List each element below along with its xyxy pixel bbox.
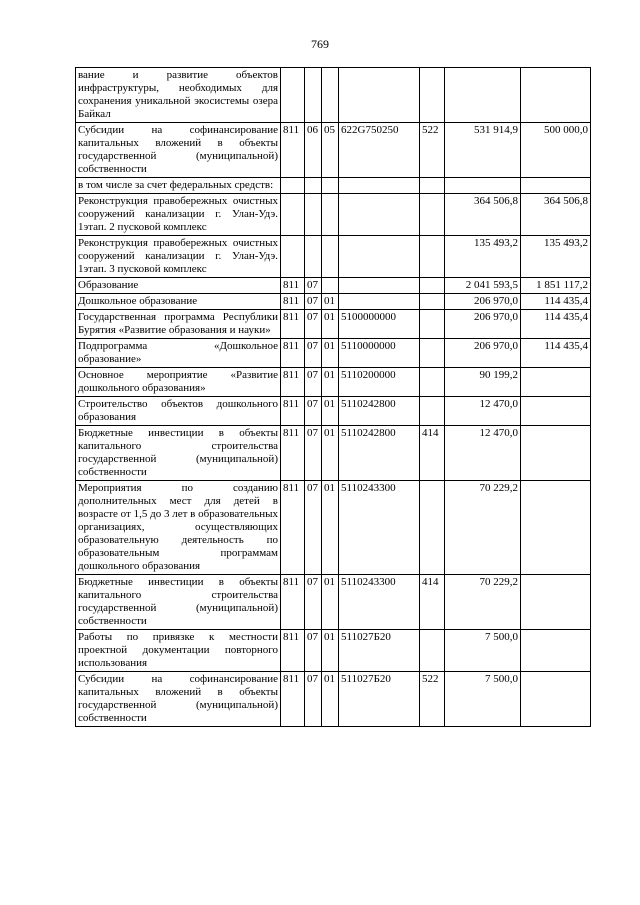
amount-2-cell: 364 506,8 (521, 194, 591, 236)
subsection-code-cell: 01 (322, 630, 339, 672)
amount-2-cell (521, 481, 591, 575)
table-row (76, 368, 591, 397)
amount-1-cell: 206 970,0 (445, 294, 521, 310)
table-row (76, 575, 591, 630)
table-row (76, 310, 591, 339)
target-article-cell (339, 178, 420, 194)
target-article-cell: 5110243300 (339, 481, 420, 575)
grbs-code-cell: 811 (281, 339, 305, 368)
page-number: 769 (311, 37, 329, 51)
row-name-cell: Основное мероприятие «Развитие дошкольного образования» (76, 368, 281, 397)
row-name-cell: Работы по привязке к местности проектной документации повторного использования (76, 630, 281, 672)
amount-2-cell (521, 672, 591, 727)
section-code-cell: 07 (305, 575, 322, 630)
expense-type-cell: 522 (420, 123, 445, 178)
amount-1-cell: 12 470,0 (445, 397, 521, 426)
grbs-code-cell (281, 68, 305, 123)
table-row (76, 481, 591, 575)
grbs-code-cell: 811 (281, 397, 305, 426)
table-body (76, 68, 591, 727)
amount-2-cell (521, 68, 591, 123)
amount-2-cell: 114 435,4 (521, 310, 591, 339)
amount-2-cell: 114 435,4 (521, 339, 591, 368)
subsection-code-cell (322, 278, 339, 294)
subsection-code-cell (322, 194, 339, 236)
table-row (76, 294, 591, 310)
table-row (76, 194, 591, 236)
amount-1-cell: 70 229,2 (445, 575, 521, 630)
expense-type-cell (420, 481, 445, 575)
amount-1-cell: 206 970,0 (445, 310, 521, 339)
subsection-code-cell: 01 (322, 339, 339, 368)
target-article-cell (339, 68, 420, 123)
subsection-code-cell: 05 (322, 123, 339, 178)
row-name-cell: Мероприятия по созданию дополнительных мест для детей в возрасте от 1,5 до 3 лет в образовательных организациях, осуществляющих образовательную деятельность по образовательным программам дошкольного образования (76, 481, 281, 575)
expense-type-cell (420, 278, 445, 294)
target-article-cell: 5100000000 (339, 310, 420, 339)
subsection-code-cell (322, 68, 339, 123)
row-name-cell: Строительство объектов дошкольного образования (76, 397, 281, 426)
row-name-cell: Подпрограмма «Дошкольное образование» (76, 339, 281, 368)
section-code-cell: 07 (305, 672, 322, 727)
target-article-cell: 5110243300 (339, 575, 420, 630)
amount-2-cell (521, 426, 591, 481)
amount-2-cell: 500 000,0 (521, 123, 591, 178)
section-code-cell (305, 68, 322, 123)
table-row (76, 672, 591, 727)
grbs-code-cell (281, 194, 305, 236)
expense-type-cell (420, 397, 445, 426)
target-article-cell: 5110200000 (339, 368, 420, 397)
section-code-cell: 07 (305, 278, 322, 294)
table-row (76, 426, 591, 481)
subsection-code-cell: 01 (322, 294, 339, 310)
target-article-cell (339, 294, 420, 310)
table-row (76, 278, 591, 294)
target-article-cell (339, 278, 420, 294)
row-name-cell: Образование (76, 278, 281, 294)
expense-type-cell (420, 310, 445, 339)
target-article-cell: 511027Б20 (339, 672, 420, 727)
expense-type-cell (420, 630, 445, 672)
grbs-code-cell (281, 178, 305, 194)
table-row (76, 339, 591, 368)
amount-1-cell (445, 68, 521, 123)
target-article-cell (339, 194, 420, 236)
amount-1-cell: 2 041 593,5 (445, 278, 521, 294)
table-row (76, 236, 591, 278)
amount-1-cell: 7 500,0 (445, 630, 521, 672)
amount-1-cell: 364 506,8 (445, 194, 521, 236)
section-code-cell: 07 (305, 426, 322, 481)
row-name-cell: Государственная программа Республики Бурятия «Развитие образования и науки» (76, 310, 281, 339)
section-code-cell: 07 (305, 294, 322, 310)
target-article-cell: 5110242800 (339, 426, 420, 481)
row-name-cell: Реконструкция правобережных очистных сооружений канализации г. Улан-Удэ. 1этап. 2 пусковой комплекс (76, 194, 281, 236)
expense-type-cell (420, 294, 445, 310)
amount-1-cell (445, 178, 521, 194)
amount-1-cell: 70 229,2 (445, 481, 521, 575)
subsection-code-cell: 01 (322, 310, 339, 339)
row-name-cell: вание и развитие объектов инфраструктуры, необходимых для сохранения уникальной экосистемы озера Байкал (76, 68, 281, 123)
amount-1-cell: 12 470,0 (445, 426, 521, 481)
grbs-code-cell: 811 (281, 123, 305, 178)
grbs-code-cell: 811 (281, 575, 305, 630)
table-row (76, 68, 591, 123)
amount-2-cell (521, 397, 591, 426)
grbs-code-cell: 811 (281, 278, 305, 294)
expense-type-cell: 414 (420, 426, 445, 481)
section-code-cell: 07 (305, 339, 322, 368)
target-article-cell: 622G750250 (339, 123, 420, 178)
section-code-cell: 07 (305, 368, 322, 397)
row-name-cell: Дошкольное образование (76, 294, 281, 310)
table-row (76, 397, 591, 426)
amount-1-cell: 7 500,0 (445, 672, 521, 727)
subsection-code-cell: 01 (322, 397, 339, 426)
amount-1-cell: 90 199,2 (445, 368, 521, 397)
expense-type-cell (420, 68, 445, 123)
expense-type-cell (420, 368, 445, 397)
section-code-cell (305, 194, 322, 236)
subsection-code-cell: 01 (322, 672, 339, 727)
section-code-cell: 07 (305, 310, 322, 339)
subsection-code-cell: 01 (322, 481, 339, 575)
expense-type-cell: 414 (420, 575, 445, 630)
subsection-code-cell (322, 236, 339, 278)
subsection-code-cell: 01 (322, 575, 339, 630)
row-name-cell: Субсидии на софинансирование капитальных вложений в объекты государственной (муниципальной) собственности (76, 672, 281, 727)
subsection-code-cell (322, 178, 339, 194)
expense-type-cell (420, 178, 445, 194)
row-name-cell: Бюджетные инвестиции в объекты капитального строительства государственной (муниципальной) собственности (76, 575, 281, 630)
grbs-code-cell: 811 (281, 368, 305, 397)
amount-2-cell (521, 630, 591, 672)
section-code-cell: 07 (305, 397, 322, 426)
amount-1-cell: 531 914,9 (445, 123, 521, 178)
expense-type-cell (420, 194, 445, 236)
section-code-cell (305, 178, 322, 194)
table-row (76, 123, 591, 178)
row-name-cell: Субсидии на софинансирование капитальных вложений в объекты государственной (муниципальной) собственности (76, 123, 281, 178)
row-name-cell: в том числе за счет федеральных средств: (76, 178, 281, 194)
amount-1-cell: 206 970,0 (445, 339, 521, 368)
amount-2-cell (521, 178, 591, 194)
table-row (76, 630, 591, 672)
amount-2-cell: 1 851 117,2 (521, 278, 591, 294)
grbs-code-cell (281, 236, 305, 278)
expense-type-cell (420, 339, 445, 368)
grbs-code-cell: 811 (281, 426, 305, 481)
expense-type-cell (420, 236, 445, 278)
target-article-cell: 5110242800 (339, 397, 420, 426)
target-article-cell: 511027Б20 (339, 630, 420, 672)
amount-2-cell: 114 435,4 (521, 294, 591, 310)
section-code-cell: 07 (305, 630, 322, 672)
row-name-cell: Бюджетные инвестиции в объекты капитального строительства государственной (муниципальной) собственности (76, 426, 281, 481)
target-article-cell: 5110000000 (339, 339, 420, 368)
budget-table (75, 67, 591, 727)
amount-2-cell: 135 493,2 (521, 236, 591, 278)
grbs-code-cell: 811 (281, 294, 305, 310)
grbs-code-cell: 811 (281, 310, 305, 339)
subsection-code-cell: 01 (322, 368, 339, 397)
grbs-code-cell: 811 (281, 630, 305, 672)
grbs-code-cell: 811 (281, 481, 305, 575)
amount-2-cell (521, 368, 591, 397)
subsection-code-cell: 01 (322, 426, 339, 481)
section-code-cell: 07 (305, 481, 322, 575)
expense-type-cell: 522 (420, 672, 445, 727)
row-name-cell: Реконструкция правобережных очистных сооружений канализации г. Улан-Удэ. 1этап. 3 пусковой комплекс (76, 236, 281, 278)
amount-1-cell: 135 493,2 (445, 236, 521, 278)
target-article-cell (339, 236, 420, 278)
grbs-code-cell: 811 (281, 672, 305, 727)
section-code-cell (305, 236, 322, 278)
section-code-cell: 06 (305, 123, 322, 178)
amount-2-cell (521, 575, 591, 630)
table-row (76, 178, 591, 194)
